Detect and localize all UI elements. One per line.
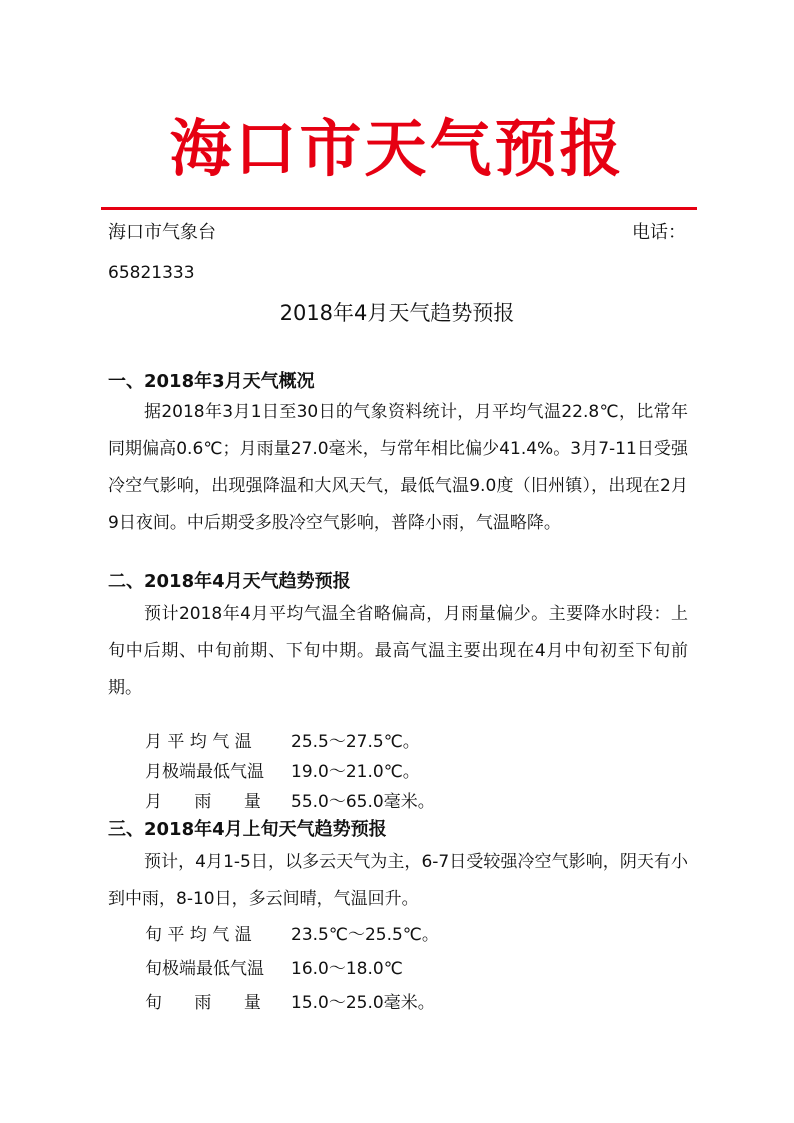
stat-value: 55.0～65.0毫米。 [291,792,435,812]
stat-label: 旬极端最低气温 [145,959,264,979]
section-heading-march-overview: 一、2018年3月天气概况 [108,371,315,392]
section-heading-april-early: 三、2018年4月上旬天气趋势预报 [108,819,387,840]
stat-label: 月 雨 量 [145,792,261,812]
stat-value: 25.5～27.5℃。 [291,732,420,752]
stat-row [145,759,420,785]
section-body-april-forecast: 预计2018年4月平均气温全省略偏高，月雨量偏少。主要降水时段：上旬中后期、中旬前期、下旬中期。最高气温主要出现在4月中旬初至下旬前期。 [108,604,688,698]
stat-value: 16.0～18.0℃ [291,959,403,979]
section-body-april-early: 预计，4月1-5日，以多云天气为主，6-7日受较强冷空气影响，阴天有小到中雨，8-10日，多云间晴，气温回升。 [108,852,688,909]
document-title: 2018年4月天气趋势预报 [279,301,515,325]
stat-label: 旬 雨 量 [145,993,261,1013]
section-body-march-overview: 据2018年3月1日至30日的气象资料统计，月平均气温22.8℃，比常年同期偏高0.6℃；月雨量27.0毫米，与常年相比偏少41.4%。3月7-11日受强冷空气影响，出现强降温和大风天气，最低气温9.0度（旧州镇），出现在2月9日夜间。中后期受多股冷空气影响，普降小雨，气温略降。 [108,402,688,533]
stat-row [145,990,435,1016]
section-heading-april-forecast: 二、2018年4月天气趋势预报 [108,571,351,592]
red-divider-rule [101,207,697,210]
stat-value: 23.5℃～25.5℃。 [291,925,439,945]
stat-label: 旬 平 均 气 温 [145,925,252,945]
phone-number: 65821333 [108,263,195,283]
stat-row [145,789,435,815]
masthead-title: 海口市天气预报 [169,112,625,185]
stat-row [145,729,420,755]
stat-label: 月 平 均 气 温 [145,732,252,752]
stat-value: 19.0～21.0℃。 [291,762,420,782]
agency-name: 海口市气象台 [108,222,216,243]
stat-row [145,956,403,982]
stat-value: 15.0～25.0毫米。 [291,993,435,1013]
phone-label: 电话： [632,222,686,243]
stat-row [145,922,439,948]
stat-label: 月极端最低气温 [145,762,264,782]
